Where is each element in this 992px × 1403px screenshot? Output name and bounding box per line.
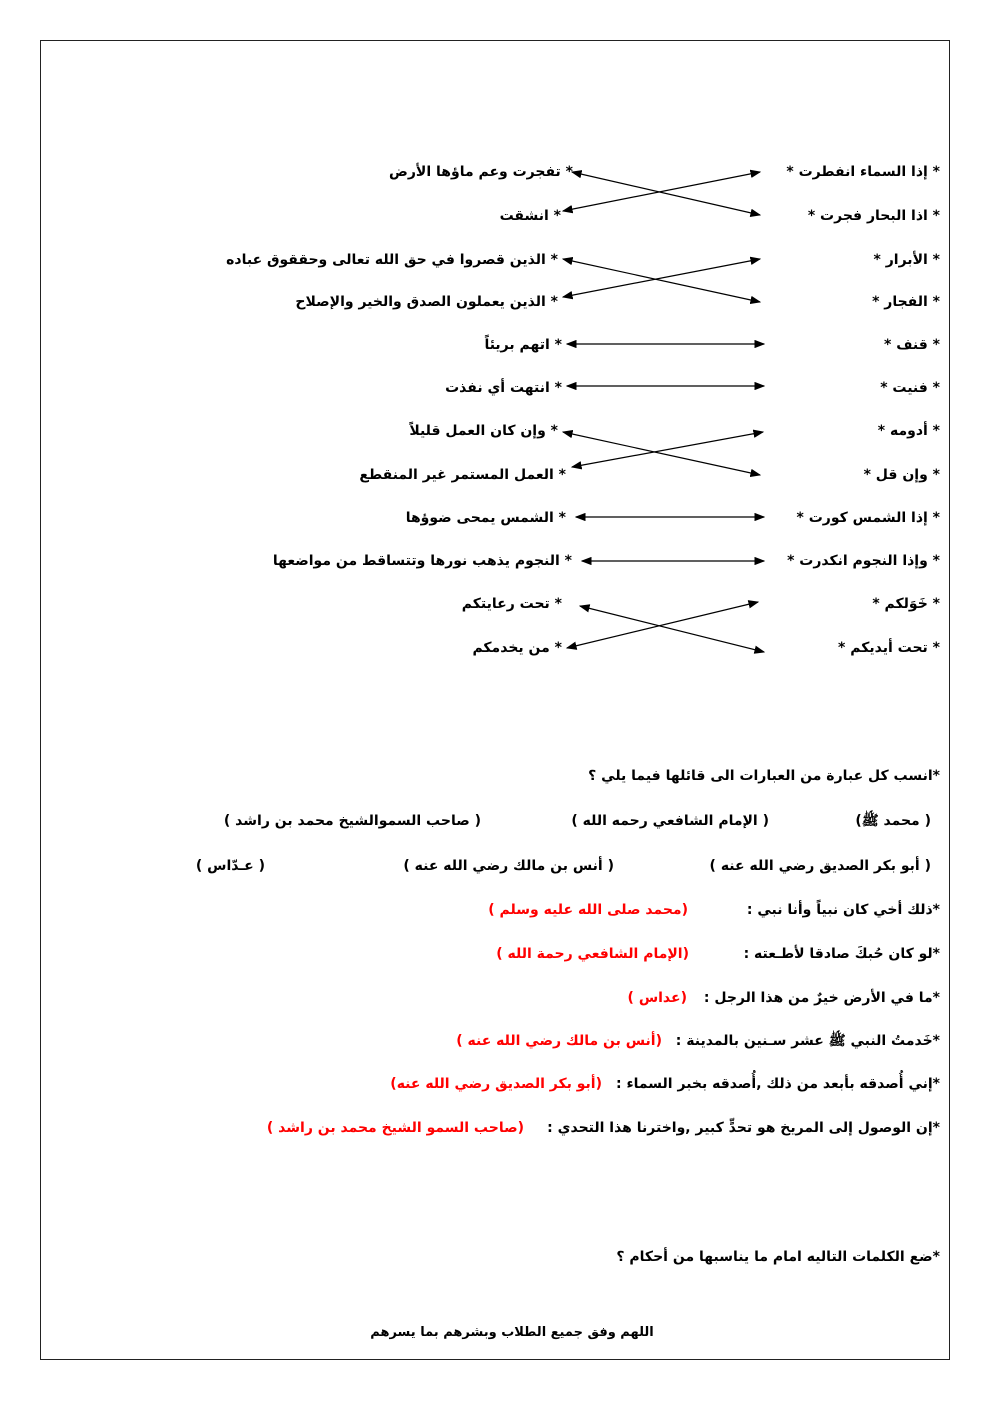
section3-question: *ضع الكلمات التاليه امام ما يناسبها من أحكام ؟ bbox=[616, 1249, 940, 1265]
answer-2: (الإمام الشافعي رحمة الله ) bbox=[496, 946, 689, 962]
arrow-cross-4b bbox=[567, 602, 758, 648]
match-left-12: * تحت أيديكم * bbox=[838, 640, 940, 656]
footer-prayer: اللهم وفق جميع الطلاب وبشرهم بما يسرهم bbox=[370, 1325, 654, 1340]
match-left-8: * وإن قل * bbox=[863, 467, 940, 483]
section2-question: *انسب كل عبارة من العبارات الى قائلها فيما يلي ؟ bbox=[588, 768, 940, 784]
choice-muhammad: ( محمد ﷺ) bbox=[855, 813, 931, 829]
choice-anas: ( أنس بن مالك رضي الله عنه ) bbox=[403, 858, 614, 874]
match-left-5: * قنف * bbox=[884, 337, 940, 353]
choice-mohammed-bin-rashid: ( صاحب السموالشيخ محمد بن راشد ) bbox=[223, 813, 481, 829]
match-right-9: * الشمس يمحى ضوؤها bbox=[405, 510, 566, 526]
match-left-11: * خَوَلكم * bbox=[872, 596, 940, 612]
match-left-10: * وإذا النجوم انكدرت * bbox=[787, 553, 940, 569]
match-left-2: * اذا البحار فجرت * bbox=[807, 208, 940, 224]
match-right-2: * انشقت bbox=[499, 208, 561, 224]
match-right-1: * تفجرت وعم ماؤها الأرض bbox=[389, 164, 573, 180]
quote-4: *خَدمتُ النبي ﷺ عشر سـنين بالمدينة : bbox=[675, 1033, 940, 1049]
answer-5: (أبو بكر الصديق رضي الله عنه) bbox=[390, 1076, 602, 1092]
arrow-cross-1a bbox=[572, 172, 760, 215]
arrow-cross-1b bbox=[563, 172, 760, 211]
answer-6: (صاحب السمو الشيخ محمد بن راشد ) bbox=[266, 1120, 524, 1136]
match-right-4: * الذين يعملون الصدق والخير والإصلاح bbox=[295, 294, 558, 310]
answer-3: (عداس ) bbox=[627, 990, 687, 1006]
match-left-9: * إذا الشمس كورت * bbox=[796, 510, 940, 526]
quote-2: *لو كان حُبكَ صادقا لأطـعته : bbox=[743, 946, 940, 962]
quote-6: *إن الوصول إلى المريخ هو تحدٍّ كبير ,واخترنا هذا التحدي : bbox=[547, 1120, 940, 1136]
choice-abu-bakr: ( أبو بكر الصديق رضي الله عنه ) bbox=[709, 858, 931, 874]
quote-5: *إني أُصدقه بأبعد من ذلك ,أُصدقه بخبر السماء : bbox=[616, 1076, 940, 1092]
match-right-3: * الذين قصروا في حق الله تعالى وحققوق عباده bbox=[226, 252, 558, 268]
choice-addas: ( عـدّاس ) bbox=[195, 858, 265, 874]
match-right-10: * النجوم يذهب نورها وتتساقط من مواضعها bbox=[272, 553, 572, 569]
match-left-3: * الأبرار * bbox=[873, 252, 940, 268]
match-left-4: * الفجار * bbox=[872, 294, 940, 310]
arrow-cross-4a bbox=[580, 606, 764, 652]
match-right-11: * تحت رعايتكم bbox=[461, 596, 562, 612]
answer-1: (محمد صلى الله عليه وسلم ) bbox=[488, 902, 688, 918]
quote-3: *ما في الأرض خيرٌ من هذا الرجل : bbox=[703, 990, 940, 1006]
match-left-7: * أدومه * bbox=[877, 423, 940, 439]
answer-4: (أنس بن مالك رضي الله عنه ) bbox=[456, 1033, 662, 1049]
quote-1: *ذلك أخي كان نبياً وأنا نبي : bbox=[746, 902, 940, 918]
arrow-cross-3b bbox=[572, 432, 763, 467]
match-right-8: * العمل المستمر غير المنقطع bbox=[359, 467, 566, 483]
arrow-cross-2b bbox=[563, 259, 760, 297]
match-right-12: * من يخدمكم bbox=[472, 640, 562, 656]
match-right-7: * وإن كان العمل قليلاً bbox=[409, 423, 558, 439]
match-left-6: * فنيت * bbox=[880, 380, 940, 396]
arrow-cross-2a bbox=[563, 259, 760, 302]
match-left-1: * إذا السماء انفطرت * bbox=[786, 164, 940, 180]
match-right-6: * انتهت أي نفذت bbox=[445, 380, 562, 396]
choice-shafii: ( الإمام الشافعي رحمه الله ) bbox=[571, 813, 769, 829]
match-right-5: * اتهم بريئاً bbox=[484, 337, 562, 353]
